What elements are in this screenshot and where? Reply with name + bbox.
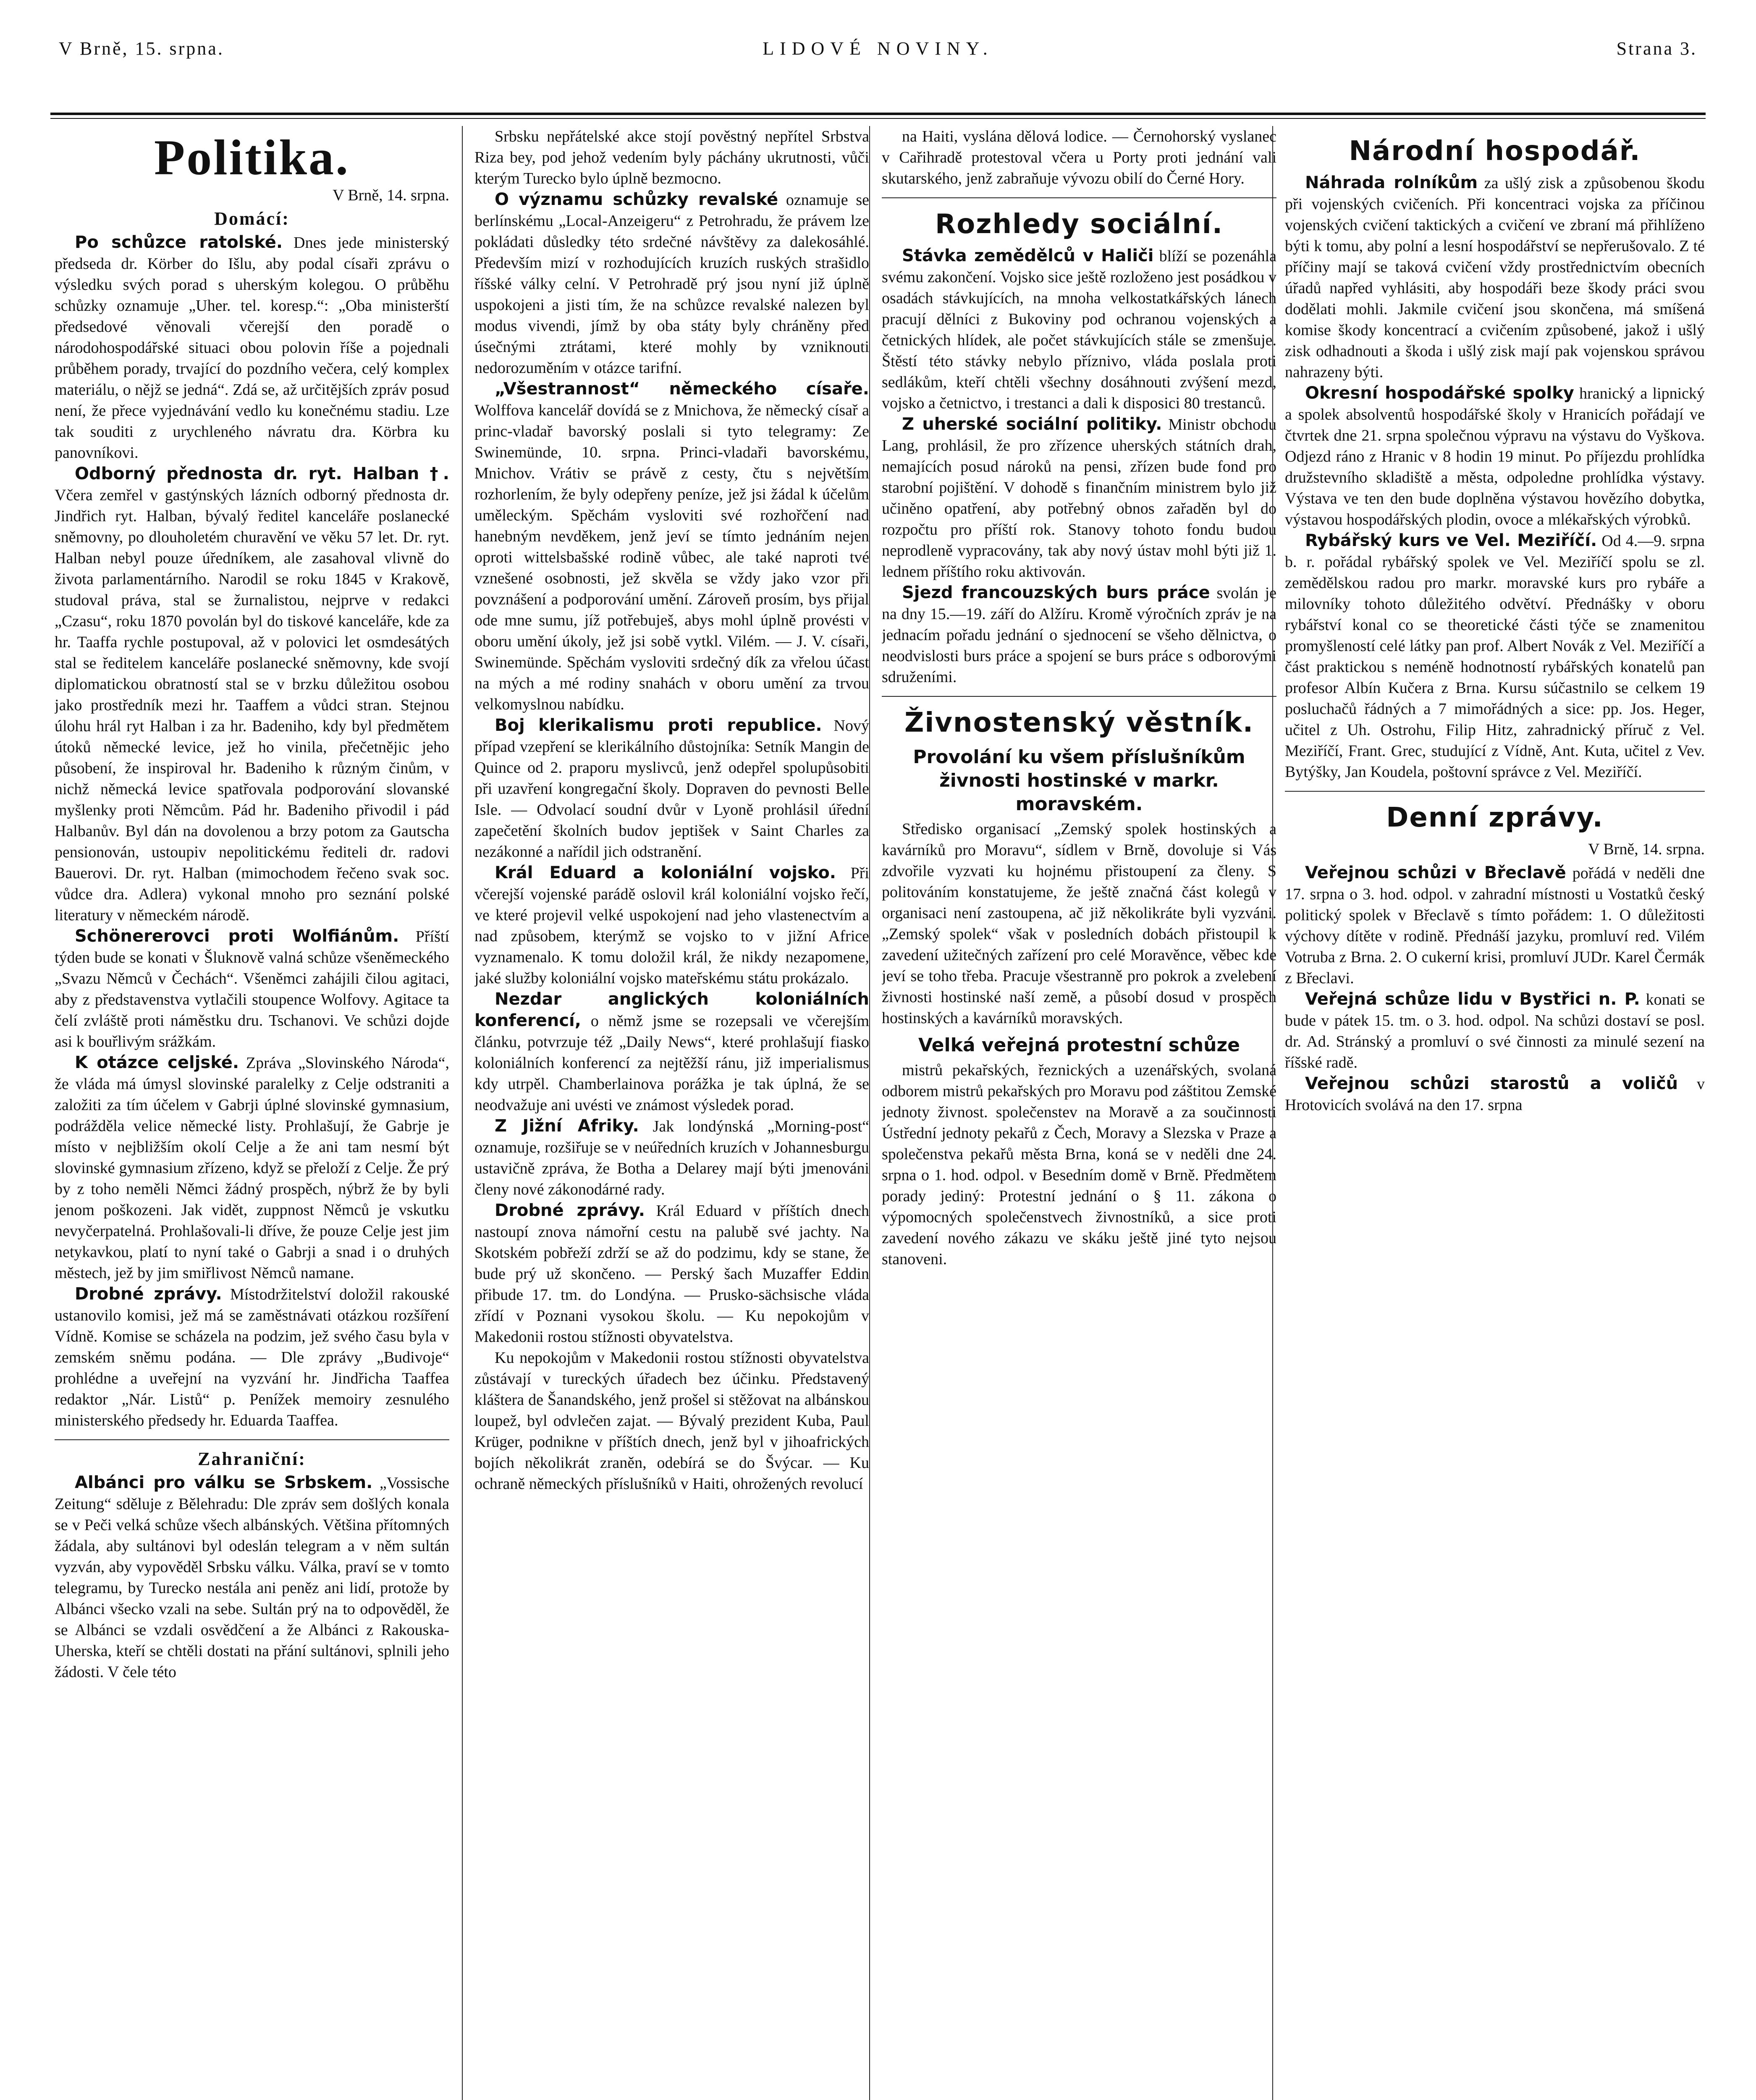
article xyxy=(474,1347,869,1494)
article-headline: Veřejná schůze lidu v Bystřici n. P. xyxy=(1305,990,1640,1009)
article-headline: Velká veřejná protestní schůze xyxy=(918,1034,1240,1056)
article-headline: Veřejnou schůzi v Břeclavě xyxy=(1305,863,1566,882)
article-body: Od 4.—9. srpna b. r. pořádal rybářský spolek ve Vel. Meziříčí spolu se zl. zemědělskou radou pro markr. moravské kurs pro rybáře a milovníky tohoto důležitého odvětví. Přednášky v oboru rybářství konal co se theoretické části týče se znamenitou promyšleností celé látky pan prof. Albert Novák z Vel. Meziříčí a část praktickou s neméně hodnotností rybářských konatelů pan profesor Albín Kučera z Brna. Kursu súčastnilo se celkem 19 posluchačů řádných a 7 mimořádných a sice: pp. Jos. Heger, učitel z Uh. Ostrohu, Filip Hitz, zahradnický příruč z Vel. Meziříčí, Frant. Grec, studující z Vídně, Ant. Kuta, učitel z Vev. Bytýšky, Jan Koudela, poštovní správce z Vel. Meziříčí. xyxy=(1285,532,1705,781)
section-divider xyxy=(882,197,1276,198)
article xyxy=(1285,1073,1705,1116)
column-3 xyxy=(882,126,1276,2100)
column-2 xyxy=(474,126,869,2100)
article-headline: Sjezd francouzských burs práce xyxy=(902,583,1210,602)
column-divider xyxy=(462,126,463,2100)
article xyxy=(1285,530,1705,782)
section-divider xyxy=(55,1439,449,1440)
article-body: v Hrotovicích svolává na den 17. srpna xyxy=(1285,1075,1705,1114)
page-number: Strana 3. xyxy=(1616,38,1697,59)
article-headline: Stávka zemědělců v Haliči xyxy=(902,246,1154,265)
article xyxy=(474,989,869,1116)
article-headline: Král Eduard a koloniální vojsko. xyxy=(495,863,836,882)
article-body: Dnes jede ministerský předseda dr. Körber do Išlu, aby podal císaři zprávu o výsledku svých porad s uherským kolegou. O průběhu schůzky oznamuje „Uher. tel. koresp.“: „Oba ministerští předsedové věnovali včerejší den poradě o národohospodářské situaci obou polovin říše a pojednali průběhem porady, trvající do pozdního večera, celý komplex materiálu, o nějž se jedná“. Zdá se, až určitějších zpráv posud není, že přece vyjednávání vedlo ku konečnému stadiu. Lze tak souditi z urychleného návratu dra. Körbra ku panovníkovi. xyxy=(55,234,449,462)
article xyxy=(882,1060,1276,1270)
article xyxy=(1285,862,1705,989)
masthead xyxy=(50,29,1706,71)
article-headline: Okresní hospodářské spolky xyxy=(1305,383,1574,403)
article xyxy=(55,926,449,1052)
article-headline: Veřejnou schůzi starostů a voličů xyxy=(1305,1074,1678,1093)
article-headline: Nezdar anglických koloniálních konferencí, xyxy=(474,990,869,1030)
article-body: blíží se pozenáhla svému zakončení. Vojsko sice ještě rozloženo jest posádkou v osadách stávkujících, na mnoha velkostatkářských lánech pracují dělníci z Bukoviny pod ochranou vojenských a četnických hlídek, ale počet stávkujících stále se zmenšuje. Štěstí této stávky nebylo příznivo, vláda poslala proti sedlákům, kteří chtěli všechny dosáhnouti zvýšení mezd, vojsko a četnictvo, i trestanci a dali k disposici 80 trestanců. xyxy=(882,247,1276,412)
newspaper-title: LIDOVÉ NOVINY. xyxy=(763,38,993,59)
section-title-trade: Živnostenský věstník. xyxy=(904,707,1254,738)
article-headline: Z Jižní Afriky. xyxy=(495,1116,639,1136)
article xyxy=(882,245,1276,414)
section-divider xyxy=(1285,791,1705,792)
article-body: Nový případ vzepření se klerikálního důstojníka: Setník Mangin de Quince od 2. praporu myslivců, jenž odepřel spolupůsobiti při uzavření kongregační školy. Dopraven do pevnosti Belle Isle. — Odvolací soudní dvůr v Lyoně prohlásil úřední zapečetění školních budov jeptišek v Saint Charles za nezákonné a nařídil jich odstranění. xyxy=(474,717,869,861)
article-body: pořádá v neděli dne 17. srpna o 3. hod. odpol. v zahradní místnosti u Vostatků český politický spolek v Břeclavě s tímto pořádem: 1. O důležitosti výchovy dítěte v rodině. Přednáší jazyku, promluví red. Vilém Votruba z Brna. 2. O cukerní krisi, promluví JUDr. Karel Čermák z Břeclavi. xyxy=(1285,864,1705,987)
article-body: oznamuje se berlínskému „Local-Anzeigeru“ z Petrohradu, že právem lze pokládati důsledky této srdečné návštěvy za dalekosáhlé. Především mizí v rozhodujících kruzích ruských strašidlo říšské války celní. V Petrohradě prý jsou nyní již úplně uspokojeni a jisti tím, že na schůzce revalské nalezen byl modus vivendi, jímž by oba státy byly chráněny před úsečnými ztrátami, které mohly by vzniknouti nedorozuměním v otázce tarifní. xyxy=(474,191,869,377)
section-title-economy: Národní hospodář. xyxy=(1349,136,1641,167)
article xyxy=(55,1284,449,1431)
article-body: „Vossische Zeitung“ sděluje z Bělehradu: Dle zpráv sem došlých konala se v Peči velká schůze všech albánských. Většina přítomných žádala, aby sultánovi byl odeslán telegram a v něm sultán vyzván, aby vypověděl Srbsku válku. Válka, praví se v tomto telegramu, by Turecko nestála ani peněz ani lidí, protože by Albánci všecko vzali na sebe. Sultán prý na to odpověděl, že se Albánci se vzdali osvědčení a že Albánci z Rakouska-Uherska, kteří se chtěli dostati na přání sultánovi, splnili jeho žádosti. V čele této xyxy=(55,1474,449,1681)
column-divider xyxy=(869,126,870,2100)
article-body: hranický a lipnický a spolek absolventů hospodářské školy v Hranicích pořádají ve čtvrtek dne 21. srpna společnou výpravu na výstavu do Vyškova. Odjezd ráno z Hranic v 8 hodin 19 minut. Po příjezdu prohlídka družstevního skladiště a města, odpoledne prohlídka výstavy. Výstava ve ten den bude doplněna výstavou hovězího dobytka, výstavou hospodářských plodin, ovoce a mlékařských výrobků. xyxy=(1285,385,1705,528)
article xyxy=(55,232,449,463)
article-body: Ku nepokojům v Makedonii rostou stížnosti obyvatelstva zůstávají v tureckých úřadech bez účinku. Představený kláštera de Šanandského, jenž prošel si stěžovat na albánskou loupež, byl odvlečen zajat. — Bývalý prezident Kuba, Paul Krüger, podnikne v příštích dnech, jenž byl v jihoafrických bojích několikrát zraněn, odebírá se do Švýcar. — Ku ochraně německých příslušníků v Haiti, ohrožených revolucí xyxy=(474,1349,869,1493)
article-body: o němž jsme se rozepsali ve včerejším článku, potvrzuje též „Daily News“, které prohlašují fiasko koloniálních konferencí za nejtěžší ránu, již imperialismus kdy utrpěl. Chamberlainova porážka je tak úplná, že se neodvažuje ani uvésti ve známost výsledek porad. xyxy=(474,1012,869,1114)
article-body: konati se bude v pátek 15. tm. o 3. hod. odpol. Na schůzi dostaví se posl. dr. Ad. Stránský a promluví o své činnosti za minulé sezení na říšské radě. xyxy=(1285,991,1705,1071)
section-title-social: Rozhledy sociální. xyxy=(935,209,1224,240)
article xyxy=(882,819,1276,1029)
article xyxy=(474,1200,869,1347)
article xyxy=(474,715,869,862)
article xyxy=(474,126,869,189)
article-headline: K otázce celjské. xyxy=(75,1053,239,1072)
section-title-daily-news: Denní zprávy. xyxy=(1386,802,1604,833)
article xyxy=(474,1116,869,1200)
article xyxy=(474,378,869,715)
article-headline: Po schůzce ratolské. xyxy=(75,233,283,252)
article-headline: Schönererovci proti Wolfiánům. xyxy=(75,927,399,946)
article xyxy=(1285,383,1705,530)
article-headline: Odborný přednosta dr. ryt. Halban †. xyxy=(75,464,449,483)
article xyxy=(55,1052,449,1284)
article xyxy=(1285,172,1705,383)
article-body: Král Eduard v příštích dnech nastoupí znova námořní cestu na palubě své jachty. Na Skotském pobřeží zdrží se až do podzimu, kdy se stane, že bude prý už skončeno. — Perský šach Muzaffer Eddin přibude 17. tm. do Londýna. — Prusko-sächsische vláda zřídí v Poznani vysokou školu. — Ku nepokojům v Makedonii rostou stížnosti obyvatelstva. xyxy=(474,1202,869,1346)
article-headline: Rybářský kurs ve Vel. Meziříčí. xyxy=(1305,531,1597,550)
article-headline: Drobné zprávy. xyxy=(75,1284,222,1304)
article-body: Při včerejší vojenské parádě oslovil král koloniální vojsko řečí, ve které projevil velké uspokojení nad jeho vlastenectvím a nad způsobem, kterýmž se vojsko to v jižní Africe vyznamenalo. K tomu doložil král, že nikdy nezapomene, jaké služby koloniální vojsko mateřskému státu prokázalo. xyxy=(474,864,869,987)
article-headline: Albánci pro válku se Srbskem. xyxy=(75,1473,373,1492)
column-4 xyxy=(1285,126,1705,2100)
article-body: Příští týden bude se konati v Šluknově valná schůze všeněmeckého „Svazu Němců v Čechách“. Všeněmci zahájili čilou agitaci, aby z představenstva vytlačili stoupence Wolfovy. Agitace ta čelí zvláště proti náměstku dru. Tschanovi. Ve schůzi dojde asi k bouřlivým srážkám. xyxy=(55,928,449,1050)
article-body: Srbsku nepřátelské akce stojí pověstný nepřítel Srbstva Riza bey, pod jehož vedením byly páchány ukrutnosti, vůči kterým Turecko bylo úplně bezmocno. xyxy=(474,128,869,187)
dateline: V Brně, 14. srpna. xyxy=(333,186,449,204)
article xyxy=(882,126,1276,189)
article-headline: Náhrada rolníkům xyxy=(1305,173,1478,192)
article-body: Jak londýnská „Morning-post“ oznamuje, rozšiřuje se v neúředních kruzích v Johannesburgu ustavičně zpráva, že Botha a Delarey mají býti jmenováni členy nové zákonodárné rady. xyxy=(474,1118,869,1198)
article-body: mistrů pekařských, řeznických a uzenářských, svolaná odborem mistrů pekařských pro Moravu pod záštitou Zemské jednoty živnost. společenstev na Moravě a za součinnosti Ústřední jednoty pekařů z Čech, Moravy a Slezska v Praze a společenstva pekařů města Brna, koná se v neděli dne 24. srpna o 1. hod. odpol. v Besedním domě v Brně. Předmětem porady jediný: Protestní jednání o § 11. zákona o výpomocných společenstvech živnostníků, a sice proti zavedení nového zákazu ve skáku ještě jiné tyto nejsou stanoveni. xyxy=(882,1061,1276,1268)
subsection-foreign: Zahraniční: xyxy=(198,1449,306,1469)
article xyxy=(1285,989,1705,1073)
article-body: Ministr obchodu Lang, prohlásil, že pro zřízence uherských státních drah, nemajících posud nároků na pensi, zřízen bude fond pro starobní pojištění. V dohodě s finančním ministrem bylo již učiněno opatření, aby potřebný obnos zařaděn byl do rozpočtu pro příští rok. Stanovy tohoto fondu budou neprodleně vypracovány, tak aby nový ústav mohl býti již 1. lednem příštího roku aktivován. xyxy=(882,416,1276,580)
header-date: V Brně, 15. srpna. xyxy=(59,38,224,59)
header-rule xyxy=(50,113,1706,115)
article xyxy=(882,414,1276,582)
article-body: Zpráva „Slovinského Národa“, že vláda má úmysl slovinské paralelky z Celje odstraniti a založiti za tím účelem v Gabrji úplné slovinské gymnasium, podrážděla velice německé listy. Prohlašují, že Gabrje je místo v nejbližším okolí Celje a že ani tam nesmí být slovinské gymnasium zřízeno, když se přeloží z Celje. Že prý by z toho neměli Němci žádný prospěch, nýbrž že by byli jenom poškozeni. Jak vidět, zuppnost Němců je vskutku nevyčerpatelná. Prohlašovali-li dříve, že pouze Celje jest jim netykavkou, platí to nyní také o Gabrji a snad i o druhých městech, jež by jim smiřlivost Němců namane. xyxy=(55,1054,449,1282)
article-headline: Drobné zprávy. xyxy=(495,1201,645,1220)
article-headline: Boj klerikalismu proti republice. xyxy=(495,716,822,735)
article-body: za ušlý zisk a způsobenou škodu při vojenských cvičeních. Při koncentraci vojska za příčinou vojenských cvičení taktických a cvičení ve zbraní má přihlíženo býti k tomu, aby polní a lesní hospodářství se nepřerušovalo. Z té příčiny mají se taková cvičení vždy prostřednictvím obecních úřadů napřed vyhlásiti, aby hospodáři beze škody práci svou dodělati mohli. Jakmile cvičení jsou skončena, má smíšená komise škody koncentrací a cvičením způsobené, jakož i ušlý zisk odhadnouti a škoda i ušlý zisk mají pak vojenskou správou nahrazeny býti. xyxy=(1285,174,1705,381)
dateline: V Brně, 14. srpna. xyxy=(1588,840,1705,858)
article xyxy=(474,862,869,989)
article xyxy=(55,1472,449,1683)
article-body: Středisko organisací „Zemský spolek hostinských a kavárníků pro Moravu“, sídlem v Brně, dovoluje si Vás zdvořile vyzvati ku hojnému přistoupení za členy. S politováním konstatujeme, že ještě značná část kolegů v organisaci není zastoupena, ač již několikráte byli vyzváni. „Zemský spolek“ však v posledních dobách přistoupil k zavedení užitečných zařízení pro celé Moravěnce, věbec kde jeví se toho třeba. Pracuje všestranně pro pokrok a zvelebení živnosti hostinské naší země, a působí dosud v prospěch hostinských a kavárníků moravských. xyxy=(882,820,1276,1027)
subsection-domestic: Domácí: xyxy=(214,208,290,229)
column-1 xyxy=(55,126,449,2100)
article-headline: Provolání ku všem příslušníkům živnosti hostinské v markr. moravském. xyxy=(913,746,1245,815)
article-headline: O významu schůzky revalské xyxy=(495,190,778,209)
article-body: na Haiti, vyslána dělová lodice. — Černohorský vyslanec v Cařihradě protestoval včera u Porty proti jednání vali skutarského, jenž zabraňuje vývozu obilí do Černé Hory. xyxy=(882,128,1276,187)
article-body: Včera zemřel v gastýnských lázních odborný přednosta dr. Jindřich ryt. Halban, bývalý ředitel kanceláře poslanecké sněmovny, po dlouholetém churavění ve věku 57 let. Dr. ryt. Halban nebyl pouze úředníkem, ale zasahoval vlivně do života parlamentárního. Narodil se roku 1845 v Krakově, studoval práva, stal se žurnalistou, nejprve v redakci „Czasu“, roku 1870 povolán byl do tiskové kanceláře, kde za hr. Taaffa rychle postupoval, až v polovici let osmdesátých stal se ředitelem kanceláře poslanecké sněmovny, kde svojí diplomatickou obratností stal se v brzku důležitou osobou jako prostředník mezi hr. Taaffem a vůdci stran. Stejnou úlohu hrál ryt Halban i za hr. Badeniho, kdy byl předmětem útoků německé levice, jež ho vinila, přečetnějic jeho působení, že inspiroval hr. Badeniho k různým činům, v nichž německá levice spatřovala podporování slovanské myšlenky proti Němcům. Pád hr. Badeniho přivodil i pád Halbanův. Byl dán na dovolenou a brzy potom za Gautscha pensionován, ustoupiv nepolitickému řediteli dr. radovi Bauerovi. Dr. ryt. Halban (mimochodem řečeno svak soc. vůdce dra. Adlera) vykonal mnoho pro seznání polské literatury v německém národě. xyxy=(55,486,449,924)
section-divider xyxy=(882,696,1276,697)
header-rule-thin xyxy=(50,118,1706,119)
section-title-politika: Politika. xyxy=(154,129,350,185)
article-headline: „Všestrannost“ německého císaře. xyxy=(495,379,869,399)
article-body: Wolffova kancelář dovídá se z Mnichova, že německý císař a princ-vladař bavorský poslali si tyto telegramy: Ze Swinemünde, 10. srpna. Princi-vladaři bavorskému, Mnichov. Vrátiv se právě z cesty, čtu s největším rozhorlením, že byly odepřeny peníze, jež jsi žádal k účelům uměleckým. Spěchám vysloviti své rozhořčení nad hanebným nevděkem, jenž jeví se tímto jednáním nejen oproti wittelsbašské rodině vůbec, ale také naproti tvé vznešené osobnosti, jež skvěla se vždy jako vzor při povznášení a podporování umění. Zároveň prosím, bys přijal ode mne sumu, jíž potřebuješ, abys mohl úplně provésti v oboru umění úkoly, jež jsi sobě vytkl. Vilém. — J. V. císaři, Swinemünde. Spěchám vysloviti srdečný dík za vřelou účast na mých a mé rodiny snahách v oboru umění za trvou velkomyslnou nabídku. xyxy=(474,402,869,713)
article-body: svolán je na dny 15.—19. září do Alžíru. Kromě výročních zpráv je na jednacím pořadu jednání o sjednocení se všeho dělnictva, o neodvislosti burs práce a spojení se burs práce s odborovými sdruženími. xyxy=(882,584,1276,686)
article-body: Místodržitelství doložil rakouské ustanovilo komisi, jež má se zaměstnávati otázkou rozšíření Vídně. Komise se scházela na podzim, jež svého času byla v zemském sněmu podána. — Dle zprávy „Budivoje“ prohlédne a uveřejní na vyzvání hr. Jindřicha Taaffea redaktor „Nár. Listů“ p. Penížek memoiry zesnulého ministerského předsedy hr. Eduarda Taaffea. xyxy=(55,1286,449,1429)
article xyxy=(882,582,1276,688)
article-headline: Z uherské sociální politiky. xyxy=(902,415,1162,434)
article xyxy=(474,189,869,378)
article xyxy=(55,463,449,926)
